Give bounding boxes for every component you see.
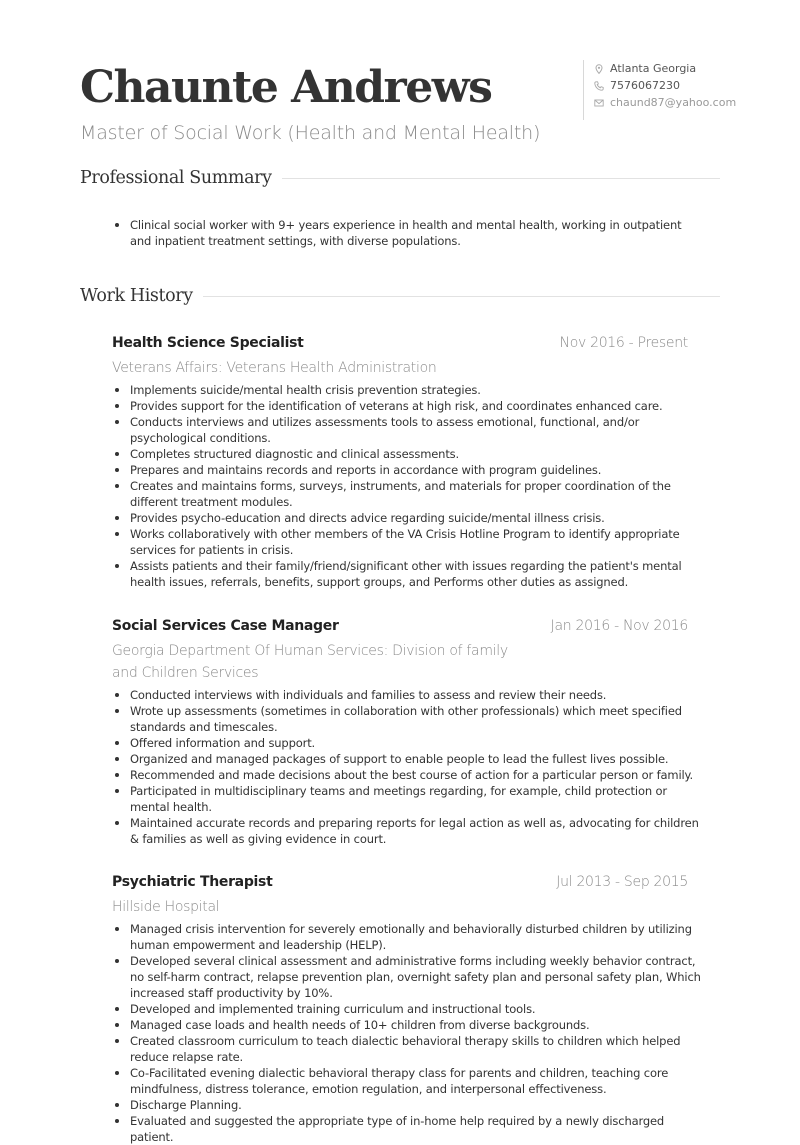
candidate-title: Master of Social Work (Health and Mental Health)	[80, 122, 541, 144]
contact-phone	[594, 77, 736, 94]
contact-block	[583, 60, 736, 120]
list-item: Recommended and made decisions about the best course of action for a particular person or family.	[112, 767, 702, 783]
job-header	[112, 874, 702, 896]
list-item: Provides psycho-education and directs advice regarding suicide/mental illness crisis.	[112, 510, 702, 526]
envelope-icon	[594, 98, 604, 108]
contact-location	[594, 60, 736, 77]
phone-text: 7576067230	[610, 79, 680, 92]
contact-email[interactable]	[594, 94, 736, 111]
job-title: Social Services Case Manager	[112, 618, 339, 634]
list-item: Co-Facilitated evening dialectic behavioral therapy class for parents and children, teaching core mindfulness, distress tolerance, emotion regulation, and interpersonal effectiveness.	[112, 1065, 702, 1097]
email-link[interactable]: chaund87@yahoo.com	[610, 96, 737, 109]
list-item: Works collaboratively with other members of the VA Crisis Hotline Program to identify appropriate services for patients in crisis.	[112, 526, 702, 558]
summary-list	[112, 217, 692, 249]
phone-icon	[594, 81, 604, 91]
list-item: Prepares and maintains records and reports in accordance with program guidelines.	[112, 462, 702, 478]
list-item: Implements suicide/mental health crisis prevention strategies.	[112, 382, 702, 398]
job-entry	[112, 618, 702, 847]
list-item: Evaluated and suggested the appropriate type of in-home help required by a newly discharged patient.	[112, 1113, 702, 1145]
job-header	[112, 335, 702, 357]
list-item: Creates and maintains forms, surveys, instruments, and materials for proper coordination of the different treatment modules.	[112, 478, 702, 510]
job-entry	[112, 335, 702, 590]
list-item: Developed and implemented training curriculum and instructional tools.	[112, 1001, 702, 1017]
list-item: Offered information and support.	[112, 735, 702, 751]
list-item: Organized and managed packages of support to enable people to lead the fullest lives possible.	[112, 751, 702, 767]
list-item: Maintained accurate records and preparing reports for legal action as well as, advocating for children & families as well as giving evidence in court.	[112, 815, 702, 847]
work-section-header	[80, 286, 720, 306]
list-item: Developed several clinical assessment and administrative forms including weekly behavior contract, no self-harm contract, relapse prevention plan, overnight safety plan and personal safety plan, Which increased staff productivity by 10%.	[112, 953, 702, 1001]
job-dates: Nov 2016 - Present	[559, 335, 688, 351]
section-divider	[282, 178, 720, 179]
work-heading: Work History	[80, 286, 193, 306]
list-item: Conducts interviews and utilizes assessments tools to assess emotional, functional, and/or psychological conditions.	[112, 414, 702, 446]
job-employer: Georgia Department Of Human Services: Division of family and Children Services	[112, 643, 508, 681]
job-dates: Jul 2013 - Sep 2015	[556, 874, 688, 890]
job-title: Health Science Specialist	[112, 335, 304, 351]
job-bullets	[112, 687, 702, 847]
job-entry	[112, 874, 702, 1145]
list-item: Participated in multidisciplinary teams and meetings regarding, for example, child protection or mental health.	[112, 783, 702, 815]
list-item: Assists patients and their family/friend/significant other with issues regarding the patient's mental health issues, referrals, benefits, support groups, and Performs other duties as assigned.	[112, 558, 702, 590]
summary-section-header	[80, 168, 720, 188]
job-title: Psychiatric Therapist	[112, 874, 273, 890]
list-item: Discharge Planning.	[112, 1097, 702, 1113]
list-item: Clinical social worker with 9+ years experience in health and mental health, working in outpatient and inpatient treatment settings, with diverse populations.	[112, 217, 692, 249]
candidate-name: Chaunte Andrews	[80, 62, 492, 113]
job-employer: Veterans Affairs: Veterans Health Administration	[112, 360, 437, 376]
job-header	[112, 618, 702, 640]
location-text: Atlanta Georgia	[610, 62, 697, 75]
list-item: Managed case loads and health needs of 10+ children from diverse backgrounds.	[112, 1017, 702, 1033]
job-employer: Hillside Hospital	[112, 899, 220, 915]
section-divider	[203, 296, 720, 297]
list-item: Wrote up assessments (sometimes in collaboration with other professionals) which meet specified standards and timescales.	[112, 703, 702, 735]
summary-section	[112, 217, 692, 249]
job-bullets	[112, 382, 702, 590]
map-pin-icon	[594, 64, 604, 74]
list-item: Managed crisis intervention for severely emotionally and behaviorally disturbed children by utilizing human empowerment and leadership (HELP).	[112, 921, 702, 953]
list-item: Created classroom curriculum to teach dialectic behavioral therapy skills to children which helped reduce relapse rate.	[112, 1033, 702, 1065]
job-bullets	[112, 921, 702, 1145]
list-item: Conducted interviews with individuals and families to assess and review their needs.	[112, 687, 702, 703]
list-item: Provides support for the identification of veterans at high risk, and coordinates enhanced care.	[112, 398, 702, 414]
job-dates: Jan 2016 - Nov 2016	[550, 618, 688, 634]
list-item: Completes structured diagnostic and clinical assessments.	[112, 446, 702, 462]
summary-heading: Professional Summary	[80, 168, 272, 188]
